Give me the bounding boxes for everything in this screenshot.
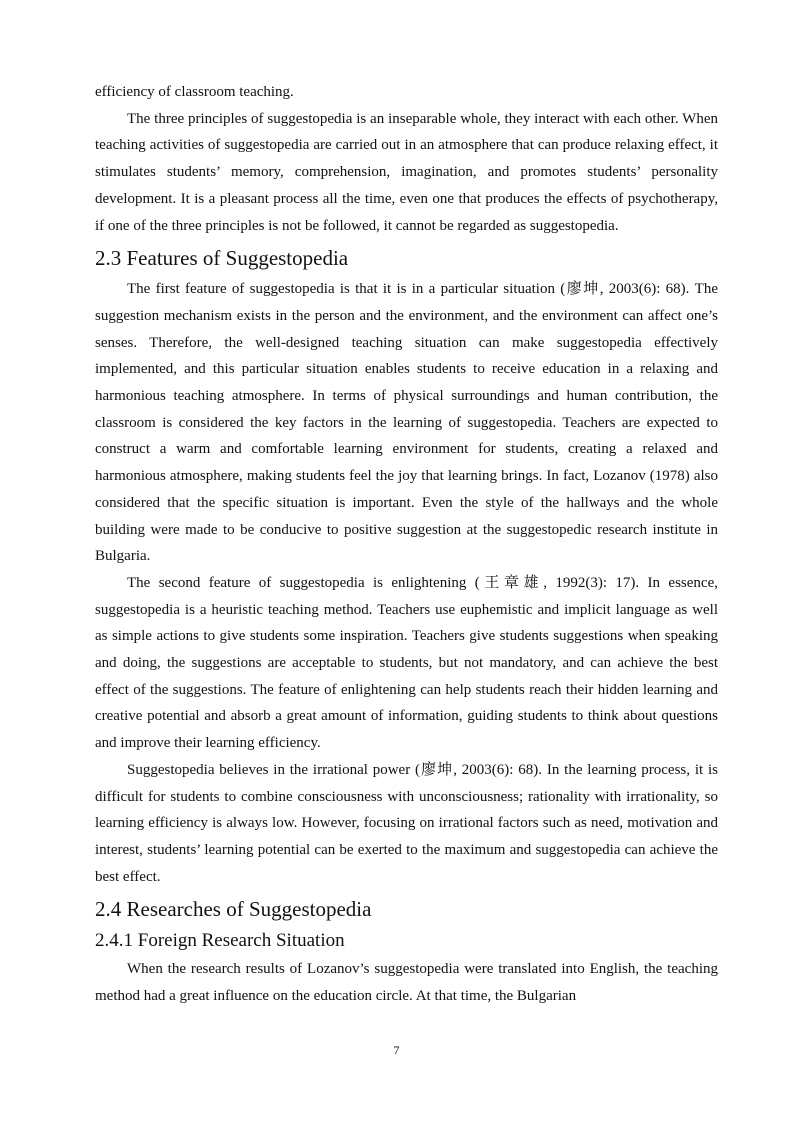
page-number: 7 [393,1043,400,1057]
page-body [95,79,718,1010]
subsection-heading: 2.4.1 Foreign Research Situation [95,930,345,952]
section-heading: 2.3 Features of Suggestopedia [95,246,349,271]
paragraph: The three principles of suggestopedia is an inseparable whole, they interact with each other. When teaching activities of suggestopedia are carried out in an atmosphere that can produce relaxing effect, it stimulates students’ memory, comprehension, imagination, and promotes students’ personality development. It is a pleasant process all the time, even one that produces the effects of psychotherapy, if one of the three principles is not be followed, it cannot be regarded as suggestopedia. [95,110,718,234]
paragraph: The first feature of suggestopedia is that it is in a particular situation (廖坤, 2003(6): 68). The suggestion mechanism exists in the person and the environment, and the environment can affect one’s senses. Therefore, the well-designed teaching situation can make suggestopedia effectively implemented, and this particular situation enables students to receive education in a relaxing and harmonious teaching atmosphere. In terms of physical surroundings and human contribution, the classroom is considered the key factors in the learning of suggestopedia. Teachers are expected to construct a warm and comfortable learning environment for students, creating a relaxed and harmonious atmosphere, making students feel the joy that learning brings. In fact, Lozanov (1978) also considered that the specific situation is important. Even the style of the hallways and the whole building were made to be conducive to positive suggestion at the suggestopedic research institute in Bulgaria. [95,281,718,565]
paragraph: When the research results of Lozanov’s suggestopedia were translated into English, the teaching method had a great influence on the education circle. At that time, the Bulgarian [95,961,718,1005]
paragraph: efficiency of classroom teaching. [95,84,294,100]
section-heading: 2.4 Researches of Suggestopedia [95,897,372,922]
paragraph: Suggestopedia believes in the irrational power (廖坤, 2003(6): 68). In the learning process, it is difficult for students to combine consciousness with unconsciousness; rationality with irrationality, so learning efficiency is always low. However, focusing on irrational factors such as need, motivation and interest, students’ learning potential can be exerted to the maximum and suggestopedia can achieve the best effect. [95,761,718,885]
paragraph: The second feature of suggestopedia is enlightening (王章雄, 1992(3): 17). In essence, suggestopedia is a heuristic teaching method. Teachers use euphemistic and implicit language as well as simple actions to give students some inspiration. Teachers give students suggestions when speaking and doing, the suggestions are acceptable to students, but not mandatory, and can achieve the best effect of the suggestions. The feature of enlightening can help students reach their hidden learning and creative potential and absorb a great amount of information, guiding students to think about questions and improve their learning efficiency. [95,574,718,752]
